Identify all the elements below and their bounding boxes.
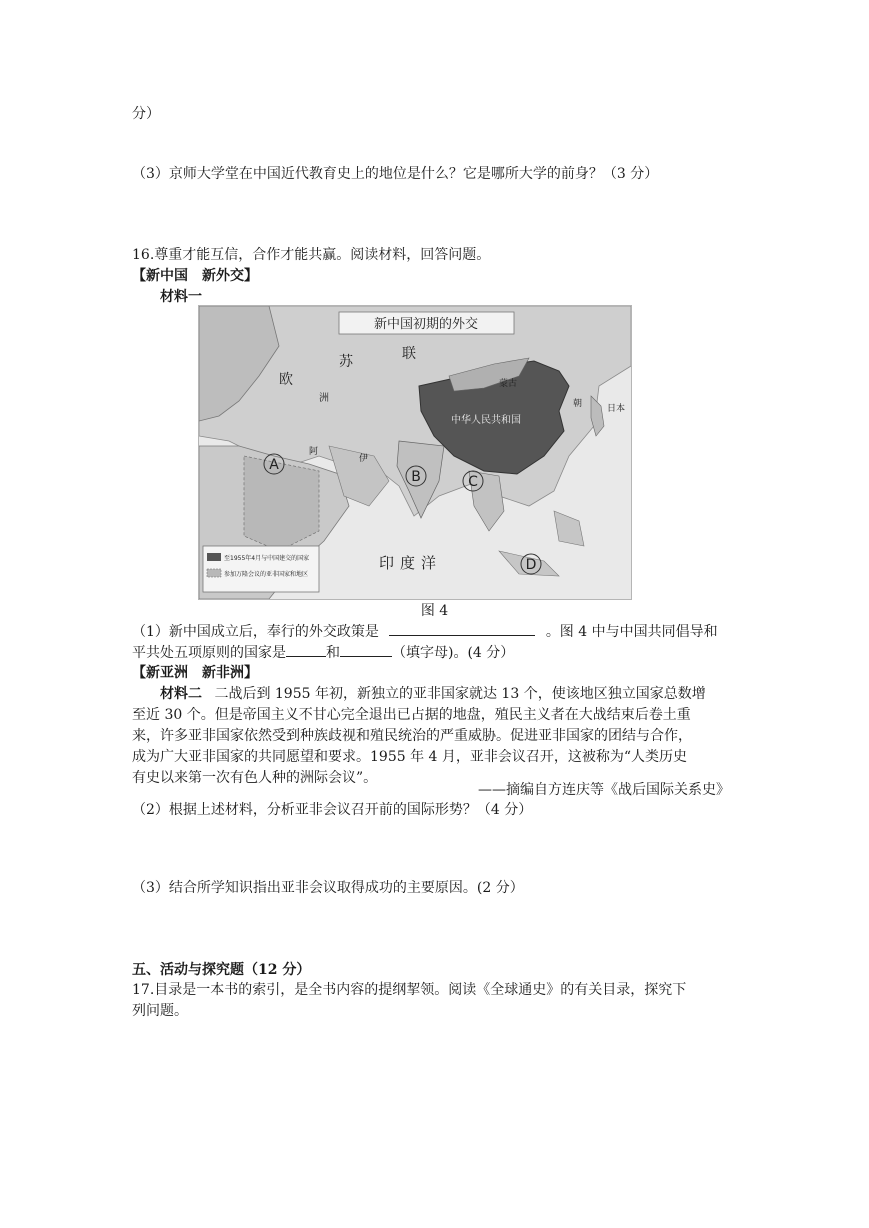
- material-2-line5: 有史以来第一次有色人种的洲际会议”。: [132, 770, 378, 786]
- answer-blank-policy[interactable]: [389, 621, 535, 636]
- figure-caption: 图 4: [420, 603, 449, 619]
- q1-text-post: 。图 4 中与中国共同倡导和: [545, 624, 718, 640]
- marker-C: C: [468, 474, 478, 490]
- legend-item-1: 至1955年4月与中国建交的国家: [224, 555, 310, 562]
- label-lian: 联: [402, 346, 416, 362]
- question-15-3: （3）京师大学堂在中国近代教育史上的地位是什么？它是哪所大学的前身？（3 分）: [132, 166, 659, 182]
- legend-item-2: 参加万隆会议的亚非国家和地区: [224, 571, 309, 578]
- q1-text-pre: （1）新中国成立后，奉行的外交政策是: [132, 624, 379, 640]
- marker-B: B: [411, 469, 421, 485]
- label-aa: 阿: [309, 447, 319, 457]
- label-japan: 日本: [607, 404, 626, 414]
- q1-text-fill-letter: （填字母)。(4 分）: [392, 645, 515, 661]
- material-1-label: 材料一: [160, 289, 202, 305]
- question-16-3: （3）结合所学知识指出亚非会议取得成功的主要原因。(2 分）: [132, 880, 524, 896]
- map-figure: [198, 305, 632, 600]
- label-su: 苏: [339, 354, 353, 370]
- marker-A: A: [269, 457, 279, 473]
- question-17-line2: 列问题。: [132, 1003, 188, 1019]
- material-2-line1: [160, 684, 706, 704]
- question-16-1-line2: [132, 642, 514, 663]
- diplomacy-map: [199, 306, 631, 599]
- q1-text-and: 和: [326, 645, 340, 661]
- label-ou: 欧: [279, 372, 293, 388]
- label-mongolia: 蒙古: [499, 379, 518, 389]
- answer-blank-country-1[interactable]: [286, 642, 326, 657]
- section-5-heading: 五、活动与探究题（12 分）: [132, 962, 311, 978]
- material-2-label: 材料二: [160, 686, 202, 702]
- label-china: 中华人民共和国: [451, 415, 521, 426]
- q1-text-countries: 平共处五项原则的国家是: [132, 645, 286, 661]
- map-title: 新中国初期的外交: [373, 317, 479, 332]
- material-2-line3: 来，许多亚非国家依然受到种族歧视和殖民统治的严重威胁。促进亚非国家的团结与合作，: [132, 728, 692, 744]
- question-17-line1: 17.目录是一本书的索引，是全书内容的提纲挈领。阅读《全球通史》的有关目录，探究下: [132, 982, 687, 998]
- material-2-line4: 成为广大亚非国家的共同愿望和要求。1955 年 4 月，亚非会议召开，这被称为“人类历史: [132, 749, 688, 765]
- label-ocean: 印度洋: [379, 554, 443, 572]
- question-16-intro: 16.尊重才能互信，合作才能共赢。阅读材料，回答问题。: [132, 247, 491, 263]
- material-2-text-1: 二战后到 1955 年初，新独立的亚非国家就达 13 个，使该地区独立国家总数增: [214, 686, 706, 702]
- label-yi: 伊: [359, 454, 369, 464]
- section-heading-new-asia-africa: 【新亚洲 新非洲】: [132, 665, 258, 681]
- material-2-source: ——摘编自方连庆等《战后国际关系史》: [478, 782, 730, 798]
- question-16-2: （2）根据上述材料，分析亚非会议召开前的国际形势？（4 分）: [132, 802, 533, 818]
- continued-text: 分）: [132, 106, 160, 122]
- material-2-line2: 至近 30 个。但是帝国主义不甘心完全退出已占据的地盘，殖民主义者在大战结束后卷土重: [132, 707, 691, 723]
- section-heading-new-diplomacy: 【新中国 新外交】: [132, 268, 258, 284]
- label-zhou: 洲: [319, 393, 329, 404]
- question-16-1-line1: [132, 621, 718, 642]
- answer-blank-country-2[interactable]: [340, 642, 392, 657]
- label-korea: 朝: [573, 399, 583, 409]
- marker-D: D: [525, 557, 537, 573]
